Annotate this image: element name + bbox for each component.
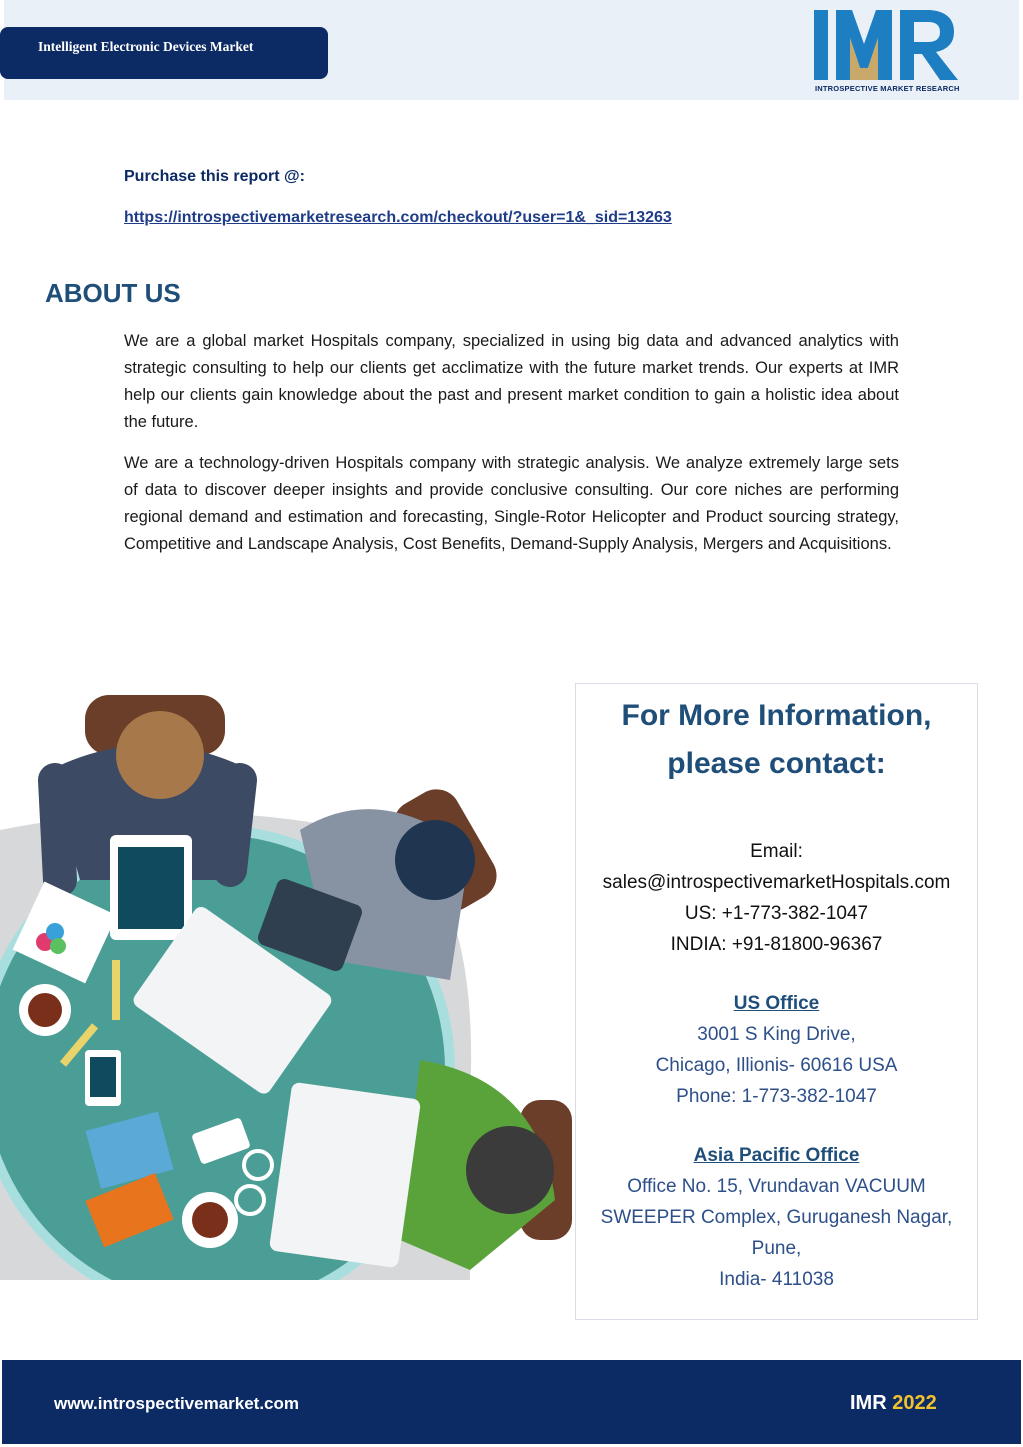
us-office-phone: Phone: 1-773-382-1047 (676, 1086, 877, 1107)
purchase-label: Purchase this report @: (124, 168, 305, 185)
person-top-arm (230, 780, 240, 870)
contact-heading (576, 692, 977, 788)
purchase-link[interactable]: https://introspectivemarketresearch.com/checkout/?user=1&_sid=13263 (124, 209, 672, 226)
person-top-arm (55, 780, 60, 880)
us-office-address: 3001 S King Drive, (697, 1024, 856, 1045)
about-paragraph: We are a global market Hospitals company, specialized in using big data and advanced analytics with strategic consulting to help our clients get acclimatize with the future market trends. Our experts at IMR help our clients gain knowledge about the past and present market condition to gain a holistic idea about the future. (124, 332, 899, 431)
us-office-address: Chicago, Illionis- 60616 USA (655, 1055, 898, 1076)
about-paragraph: We are a technology-driven Hospitals company with strategic analysis. We analyze extremely large sets of data to discover deeper insights and provide conclusive consulting. Our core niches are performing regional demand and estimation and forecasting, Single-Rotor Helicopter and Product sourcing strategy, Competitive and Landscape Analysis, Cost Benefits, Demand-Supply Analysis, Mergers and Acquisitions. (124, 454, 899, 553)
footer-year: 2022 (892, 1392, 937, 1414)
logo-subtitle: INTROSPECTIVE MARKET RESEARCH (815, 84, 960, 93)
asia-office-address: SWEEPER Complex, Guruganesh Nagar, (600, 1207, 953, 1228)
contact-box (575, 683, 978, 1320)
footer-brand (850, 1392, 937, 1415)
asia-office-address: India- 411038 (719, 1269, 834, 1290)
contact-heading-line: please contact: (667, 747, 886, 780)
color-circle (50, 938, 66, 954)
report-title: Intelligent Electronic Devices Market (38, 39, 254, 54)
report-title-tag (0, 27, 328, 79)
logo-letter-r (900, 10, 958, 80)
imr-logo (812, 8, 962, 94)
meeting-table-illustration (0, 680, 575, 1280)
asia-office-address: Office No. 15, Vrundavan VACUUM (627, 1176, 926, 1197)
us-office-title: US Office (733, 993, 820, 1014)
india-phone: INDIA: +91-81800-96367 (670, 934, 883, 955)
person-bottom-head (466, 1126, 554, 1214)
asia-office-title: Asia Pacific Office (693, 1145, 860, 1166)
email-address[interactable]: sales@introspectivemarketHospitals.com (602, 872, 951, 893)
pencil (112, 960, 120, 1020)
contact-heading-line: For More Information, (621, 699, 932, 732)
color-circle (46, 923, 64, 941)
us-phone: US: +1-773-382-1047 (684, 903, 869, 924)
footer-website-link[interactable]: www.introspectivemarket.com (54, 1394, 300, 1413)
email-label: Email: (750, 841, 803, 862)
phone-screen (90, 1057, 116, 1097)
coffee (192, 1202, 228, 1238)
footer (2, 1360, 1021, 1444)
logo-letter-i (814, 10, 828, 80)
footer-brand-name: IMR (850, 1392, 887, 1414)
about-heading: ABOUT US (45, 278, 181, 308)
asia-office-address: Pune, (751, 1238, 802, 1259)
person-right-head (395, 820, 475, 900)
person-top-head (116, 711, 204, 799)
tablet-screen (118, 847, 184, 929)
coffee (28, 993, 62, 1027)
laptop (269, 1082, 421, 1268)
